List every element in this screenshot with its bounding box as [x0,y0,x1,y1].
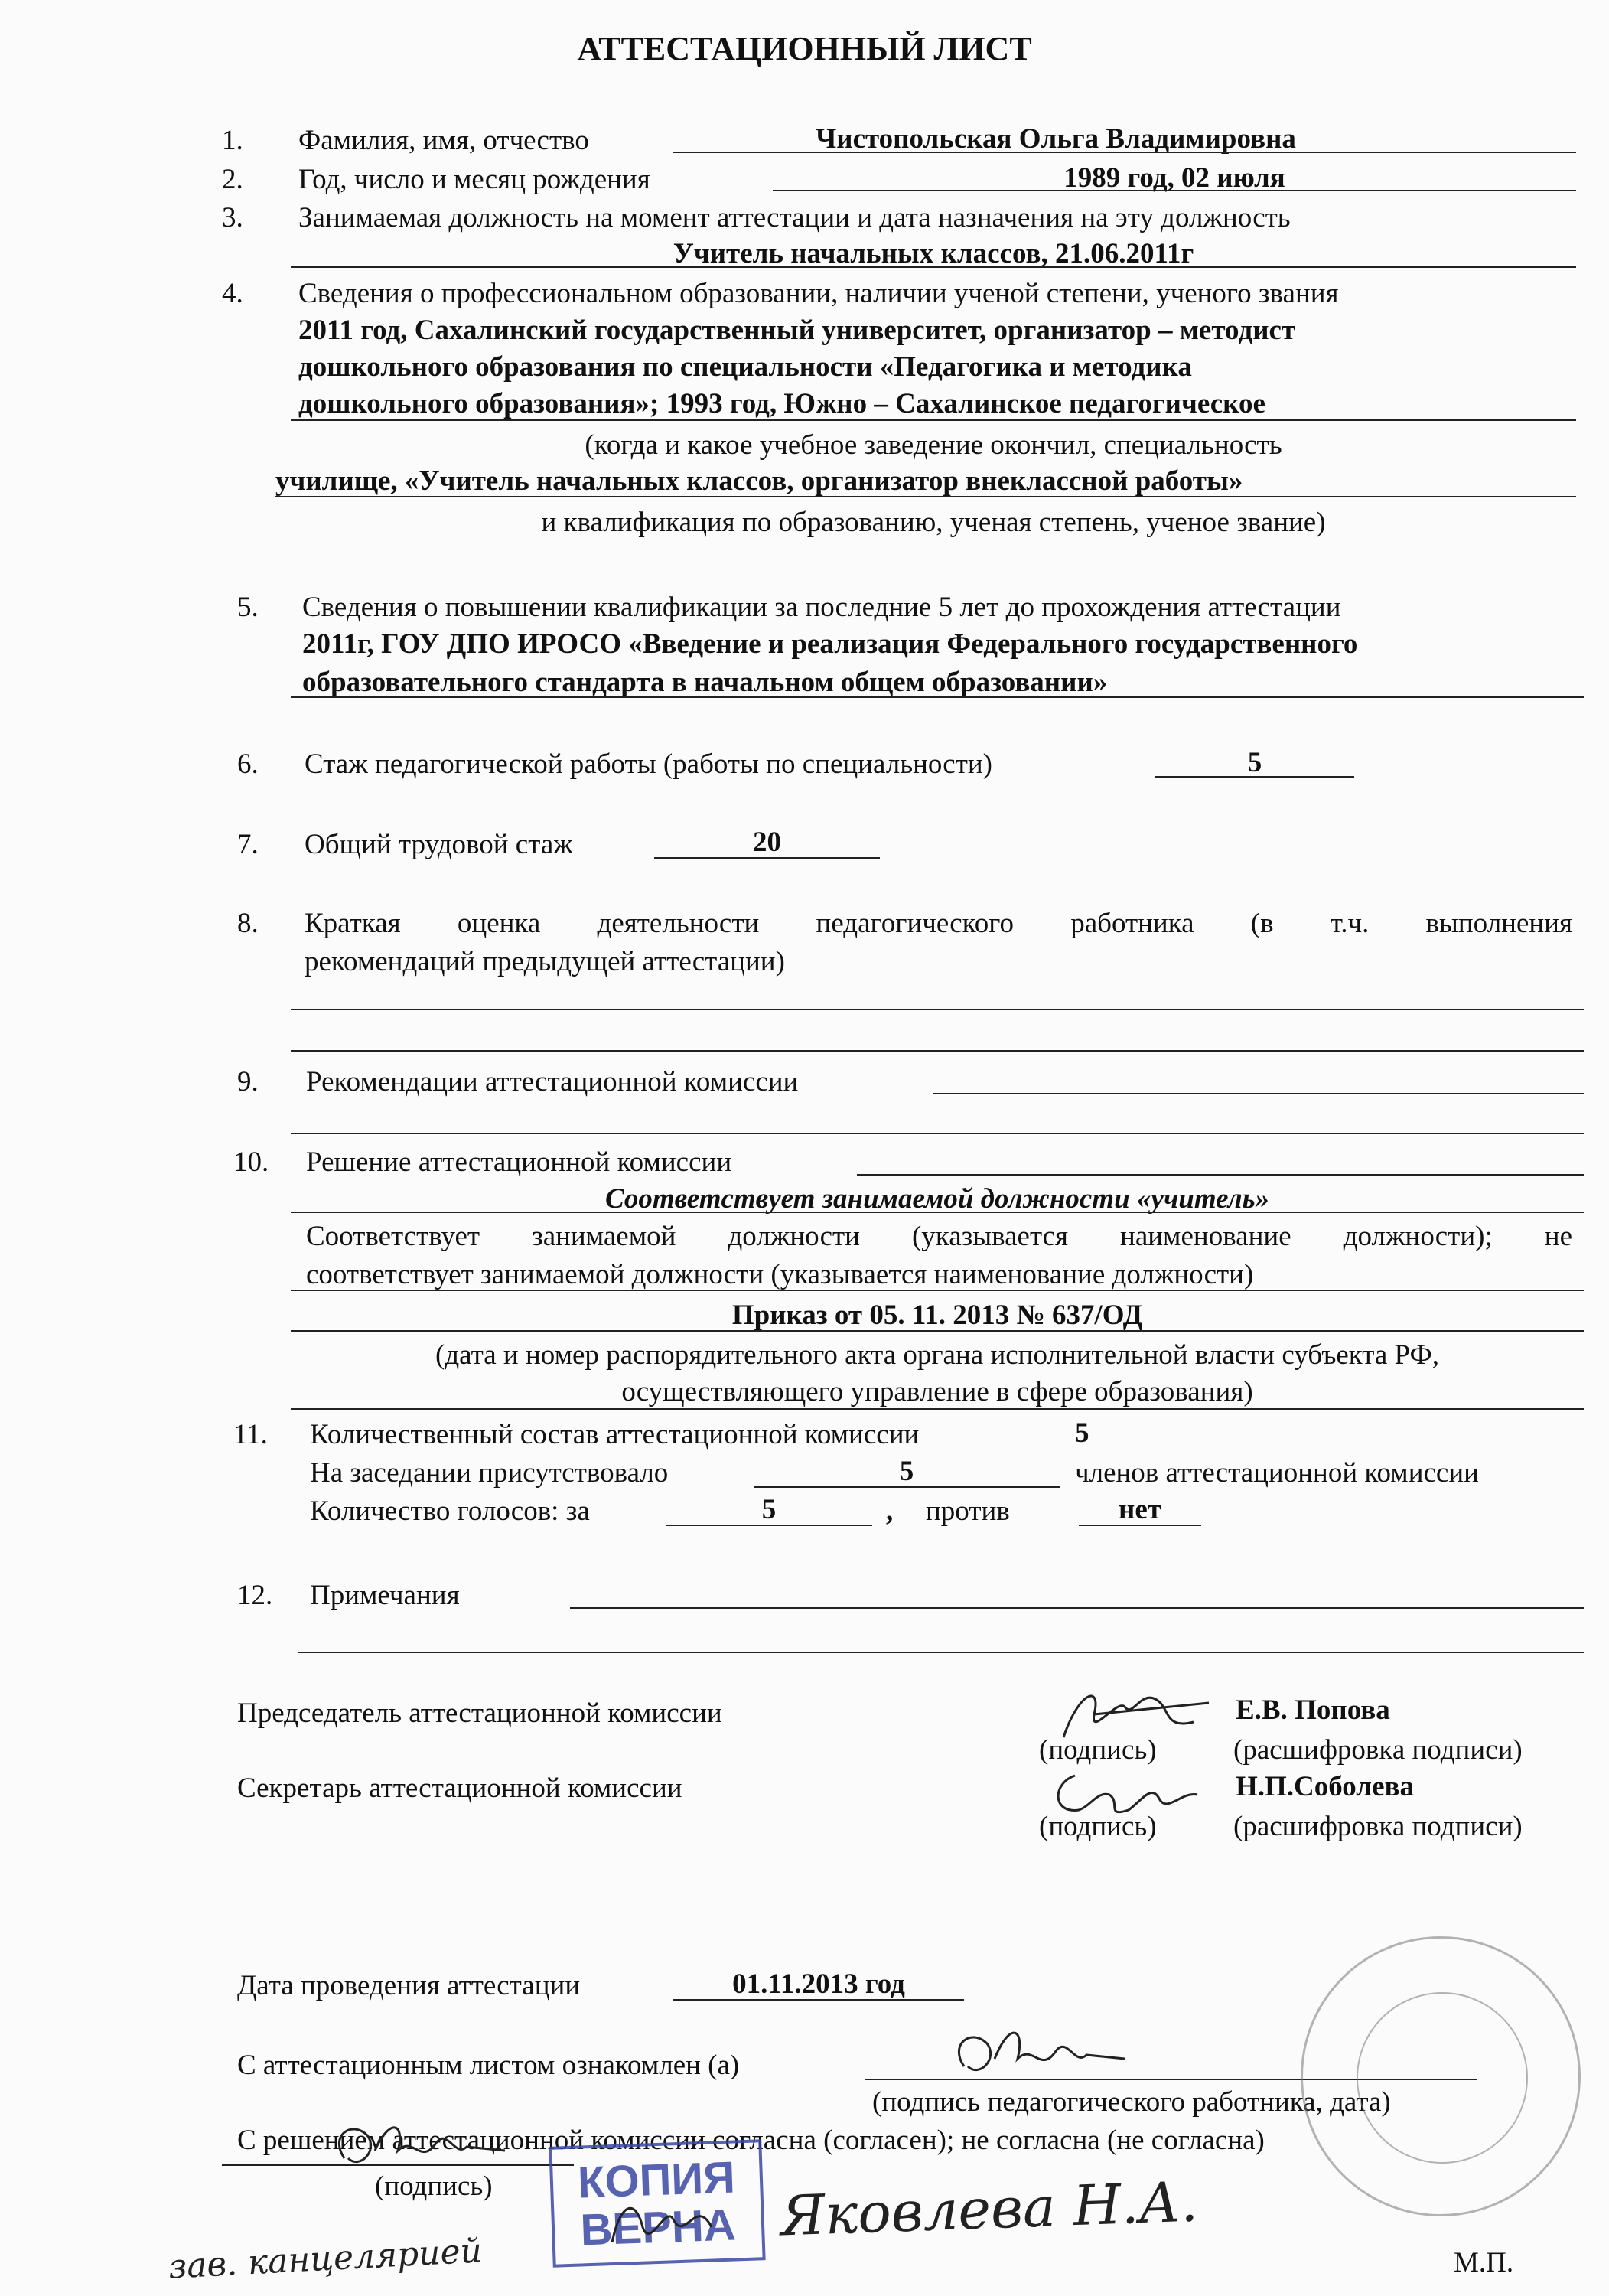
item4-value-line1: 2011 год, Сахалинский государственный университет, организатор – методист [298,315,1296,346]
item2-label: Год, число и месяц рождения [298,164,650,195]
item-number: 2. [222,164,243,195]
sign-hint: (подпись) [1039,1734,1157,1766]
underline [291,1009,1584,1010]
item-number: 5. [237,592,259,623]
item11-label2: На заседании присутствовало [310,1457,669,1489]
underline [291,1050,1584,1052]
underline [291,1133,1584,1134]
item5-label: Сведения о повышении квалификации за последние 5 лет до прохождения аттестации [302,592,1341,623]
mp-label: М.П. [1454,2247,1514,2278]
item-number: 1. [222,125,243,156]
underline [291,1212,1584,1213]
underline [291,1290,1584,1291]
copy-true-stamp-text: КОПИЯ ВЕРНА [577,2152,737,2255]
item11-label3: Количество голосов: за [310,1495,590,1527]
item8-label-line1: Краткая оценка деятельности педагогического работника (в т.ч. выполнения [305,908,1572,939]
underline [291,696,1584,698]
underline [857,1174,1584,1176]
item-number: 8. [237,908,259,939]
item-number: 11. [233,1419,268,1450]
underline [673,1999,964,2001]
item10-hint3: (дата и номер распорядительного акта органа исполнительной власти субъекта РФ, [435,1339,1439,1371]
underline [754,1486,1060,1488]
item-number: 3. [222,202,243,233]
handwritten-position: зав. канцелярией [167,2231,484,2287]
item4-hint2: и квалификация по образованию, ученая степень, ученое звание) [541,507,1326,538]
item10-label: Решение аттестационной комиссии [306,1146,732,1178]
underline [666,1525,872,1526]
item3-label: Занимаемая должность на момент аттестации и дата назначения на эту должность [298,202,1291,233]
sign-hint: (подпись) [1039,1811,1157,1842]
certifier-signature [597,2174,734,2273]
item7-value: 20 [753,827,781,858]
secretary-label: Секретарь аттестационной комиссии [237,1773,682,1804]
secretary-signature [1044,1760,1213,1829]
page-title: АТТЕСТАЦИОННЫЙ ЛИСТ [577,30,1032,67]
item11-value4: нет [1119,1494,1161,1525]
item2-value: 1989 год, 02 июля [1063,162,1285,194]
acquainted-hint: (подпись педагогического работника, дата) [872,2086,1391,2118]
chair-label: Председатель аттестационной комиссии [237,1698,722,1729]
underline [773,190,1576,191]
underline [1079,1525,1201,1526]
item11-value3: 5 [761,1494,777,1525]
teacher-signature-2 [321,2112,520,2181]
date-label: Дата проведения аттестации [237,1970,581,2001]
underline [275,496,1576,497]
item11-comma: , [886,1495,894,1527]
item12-label: Примечания [310,1580,460,1611]
item-number: 4. [222,278,243,309]
underline [291,1330,1584,1332]
agree-label: С решением аттестационной комиссии согласна (согласен); не согласна (не согласна) [237,2125,1265,2156]
item4-value-line3: дошкольного образования»; 1993 год, Южно – Сахалинское педагогическое [298,388,1265,419]
item1-label: Фамилия, имя, отчество [298,125,589,156]
underline [298,1652,1584,1653]
item6-label: Стаж педагогической работы (работы по специальности) [305,748,993,780]
item5-value-line1: 2011г, ГОУ ДПО ИРОСО «Введение и реализация Федерального государственного [302,628,1358,660]
item6-value: 5 [1247,747,1262,778]
acquainted-label: С аттестационным листом ознакомлен (а) [237,2050,740,2081]
chair-signature [1048,1676,1217,1760]
underline [673,152,1576,153]
underline [291,1408,1584,1410]
item-number: 12. [237,1580,273,1611]
decode-hint: (расшифровка подписи) [1233,1811,1523,1842]
item3-value: Учитель начальных классов, 21.06.2011г [673,238,1194,269]
underline [570,1607,1584,1609]
underline [933,1093,1584,1094]
handwritten-name: Яковлева Н.А. [779,2169,1199,2249]
item-number: 6. [237,748,259,780]
chair-name: Е.В. Попова [1236,1694,1390,1726]
item10-decision: Соответствует занимаемой должности «учитель» [604,1183,1270,1215]
item11-value1: 5 [1075,1417,1089,1449]
item9-label: Рекомендации аттестационной комиссии [306,1066,799,1097]
item11-label3b: против [926,1495,1010,1527]
secretary-name: Н.П.Соболева [1236,1771,1414,1802]
item1-value: Чистопольская Ольга Владимировна [816,123,1296,155]
item10-order: Приказ от 05. 11. 2013 № 637/ОД [731,1300,1143,1331]
round-seal [1301,1936,1581,2216]
item4-value-line2: дошкольного образования по специальности «Педагогика и методика [298,351,1192,383]
item11-value2: 5 [899,1456,914,1487]
item8-label-line2: рекомендаций предыдущей аттестации) [305,946,785,977]
item5-value-line2: образовательного стандарта в начальном общем образовании» [302,667,1108,698]
item-number: 9. [237,1066,259,1097]
teacher-signature [941,2013,1140,2097]
underline [291,266,1576,268]
underline [1155,776,1354,778]
item4-hint1: (когда и какое учебное заведение окончил, специальность [585,429,1282,461]
decode-hint: (расшифровка подписи) [1233,1734,1523,1766]
item10-hint1: Соответствует занимаемой должности (указывается наименование должности); не [306,1221,1572,1252]
underline [291,419,1576,421]
item4-label: Сведения о профессиональном образовании, наличии ученой степени, ученого звания [298,278,1339,309]
item10-hint4: осуществляющего управление в сфере образования) [621,1376,1253,1407]
item-number: 10. [233,1146,269,1178]
sign-hint: (подпись) [375,2170,493,2202]
underline [654,857,880,859]
item11-label1: Количественный состав аттестационной комиссии [310,1419,920,1450]
item-number: 7. [237,829,259,860]
item4-value-line4: училище, «Учитель начальных классов, организатор внеклассной работы» [275,465,1243,497]
item10-hint2: соответствует занимаемой должности (указывается наименование должности) [306,1259,1254,1290]
item7-label: Общий трудовой стаж [305,829,573,860]
item11-label2b: членов аттестационной комиссии [1075,1457,1479,1489]
date-value: 01.11.2013 год [732,1968,905,2000]
